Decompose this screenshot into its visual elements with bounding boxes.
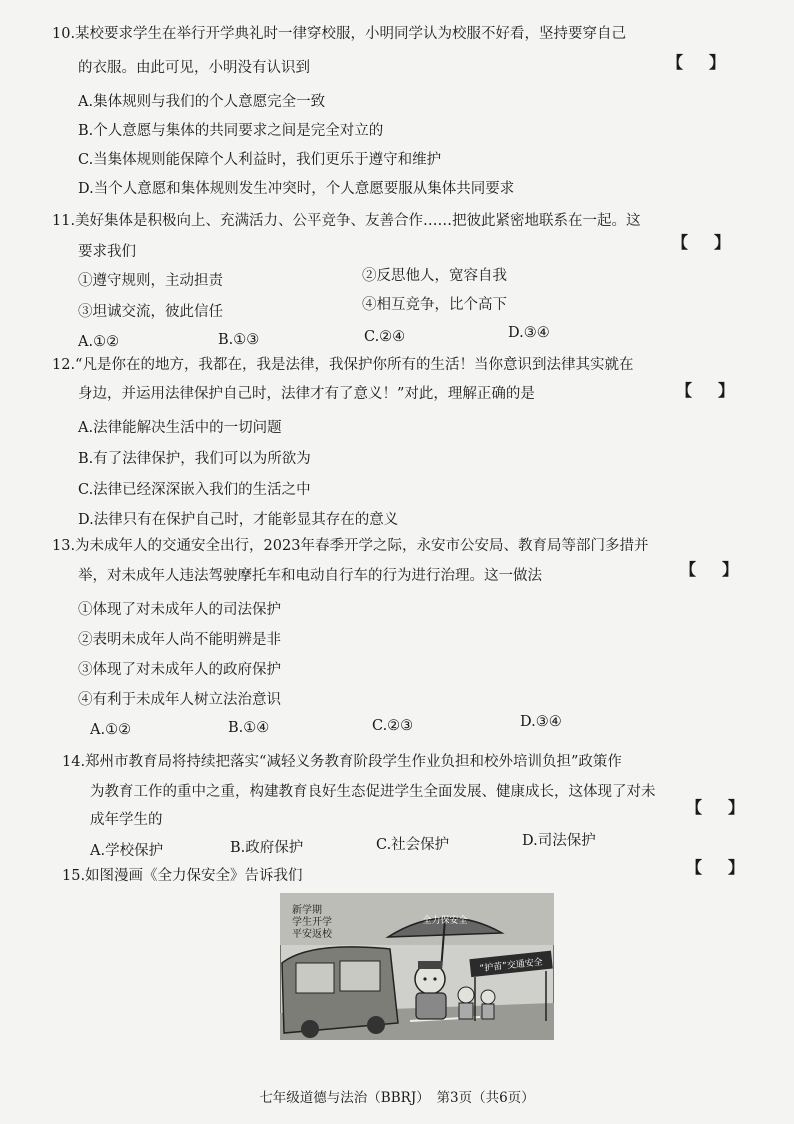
q10-option-a: A.集体规则与我们的个人意愿完全一致 — [78, 94, 326, 110]
q13-answer-bracket[interactable]: 【 】 — [680, 560, 739, 579]
q10-stem-line1: 10.某校要求学生在举行开学典礼时一律穿校服，小明同学认为校服不好看，坚持要穿自己 — [52, 26, 627, 42]
q14-option-d: D.司法保护 — [522, 833, 596, 849]
q12-answer-bracket[interactable]: 【 】 — [676, 381, 735, 400]
q13-item-4: ④有利于未成年人树立法治意识 — [78, 692, 281, 708]
q14-stem-line2: 为教育工作的重中之重，构建教育良好生态促进学生全面发展、健康成长，这体现了对未 — [90, 784, 656, 800]
q11-item-4: ④相互竞争，比个高下 — [362, 297, 507, 313]
q13-item-1: ①体现了对未成年人的司法保护 — [78, 602, 281, 618]
q12-option-d: D.法律只有在保护自己时，才能彰显其存在的意义 — [78, 512, 399, 528]
q10-option-c: C.当集体规则能保障个人利益时，我们更乐于遵守和维护 — [78, 152, 442, 168]
q14-option-b: B.政府保护 — [230, 840, 304, 856]
q11-stem-line2: 要求我们 — [78, 244, 136, 260]
q15-answer-bracket[interactable]: 【 】 — [686, 858, 745, 877]
q15-stem: 15.如图漫画《全力保安全》告诉我们 — [62, 868, 303, 884]
q13-option-b: B.①④ — [228, 720, 270, 736]
q10-option-d: D.当个人意愿和集体规则发生冲突时，个人意愿要服从集体共同要求 — [78, 181, 515, 197]
q11-item-1: ①遵守规则，主动担责 — [78, 273, 223, 289]
q11-item-3: ③坦诚交流，彼此信任 — [78, 304, 223, 320]
cartoon-umbrella-text: 全力保安全 — [422, 916, 468, 926]
q14-stem-line1: 14.郑州市教育局将持续把落实“减轻义务教育阶段学生作业负担和校外培训负担”政策作 — [62, 754, 622, 770]
q11-stem-line1: 11.美好集体是积极向上、充满活力、公平竞争、友善合作……把彼此紧密地联系在一起。这 — [52, 213, 641, 229]
q12-option-a: A.法律能解决生活中的一切问题 — [78, 420, 282, 436]
q13-item-3: ③体现了对未成年人的政府保护 — [78, 662, 281, 678]
page-footer: 七年级道德与法治（BBRJ） 第3页（共6页） — [259, 1090, 535, 1106]
q12-stem-line1: 12.“凡是你在的地方，我都在，我是法律，我保护你所有的生活！当你意识到法律其实就在 — [52, 357, 634, 373]
q14-stem-line3: 成年学生的 — [90, 812, 163, 828]
q12-stem-line2: 身边，并运用法律保护自己时，法律才有了意义！”对此，理解正确的是 — [78, 386, 535, 402]
q11-option-a: A.①② — [78, 334, 120, 350]
q11-item-2: ②反思他人，宽容自我 — [362, 268, 507, 284]
q11-option-b: B.①③ — [218, 332, 260, 348]
cartoon-caption-3: 平安返校 — [292, 929, 332, 940]
q11-option-d: D.③④ — [508, 325, 550, 341]
cartoon-caption-2: 学生开学 — [292, 917, 332, 928]
q13-option-c: C.②③ — [372, 718, 414, 734]
cartoon-caption-1: 新学期 — [292, 905, 322, 916]
q13-item-2: ②表明未成年人尚不能明辨是非 — [78, 632, 281, 648]
q13-option-a: A.①② — [90, 722, 132, 738]
q13-stem-line2: 举，对未成年人违法驾驶摩托车和电动自行车的行为进行治理。这一做法 — [78, 568, 542, 584]
q13-stem-line1: 13.为未成年人的交通安全出行，2023年春季开学之际，永安市公安局、教育局等部门多措并 — [52, 538, 649, 554]
q14-answer-bracket[interactable]: 【 】 — [686, 798, 745, 817]
cartoon-illustration — [280, 893, 554, 1040]
q10-option-b: B.个人意愿与集体的共同要求之间是完全对立的 — [78, 123, 384, 139]
q11-answer-bracket[interactable]: 【 】 — [672, 233, 731, 252]
q10-answer-bracket[interactable]: 【 】 — [667, 53, 726, 72]
q12-option-b: B.有了法律保护，我们可以为所欲为 — [78, 451, 311, 467]
cartoon-banner-text: “护苗”交通安全 — [479, 957, 544, 975]
q10-stem-line2: 的衣服。由此可见，小明没有认识到 — [78, 60, 310, 76]
q11-option-c: C.②④ — [364, 329, 406, 345]
q14-option-c: C.社会保护 — [376, 837, 450, 853]
q12-option-c: C.法律已经深深嵌入我们的生活之中 — [78, 482, 311, 498]
q13-option-d: D.③④ — [520, 714, 562, 730]
q14-option-a: A.学校保护 — [90, 843, 164, 859]
